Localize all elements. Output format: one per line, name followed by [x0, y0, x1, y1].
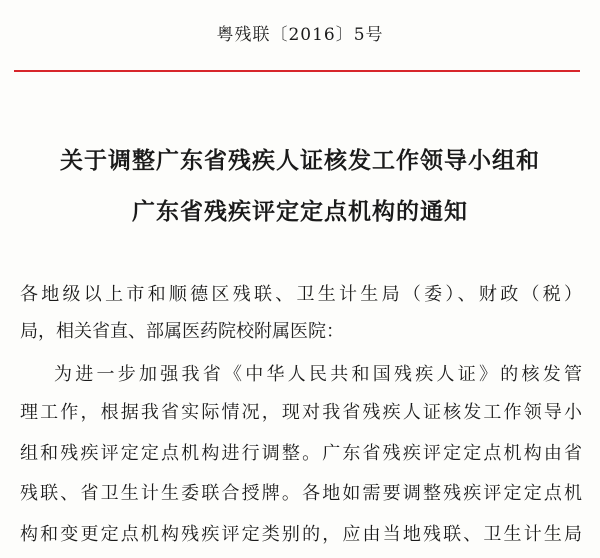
body-line-3: 为进一步加强我省《中华人民共和国残疾人证》的核发管	[54, 364, 582, 385]
document-number: 粤残联〔2016〕5号	[216, 25, 384, 45]
body-line-6: 残联、省卫生计生委联合授牌。各地如需要调整残疾评定定点机	[20, 483, 582, 504]
body-line-5: 组和残疾评定定点机构进行调整。广东省残疾评定定点机构由省	[20, 443, 582, 464]
body-line-7: 构和变更定点机构残疾评定类别的，应由当地残联、卫生计生局	[20, 524, 582, 545]
body-line-1: 各地级以上市和顺德区残联、卫生计生局（委）、财政（税）	[20, 284, 582, 305]
notice-title-line-2: 广东省残疾评定定点机构的通知	[132, 199, 468, 225]
notice-title-line-1: 关于调整广东省残疾人证核发工作领导小组和	[60, 148, 540, 174]
body-line-2: 局，相关省直、部属医药院校附属医院：	[20, 321, 344, 342]
red-header-rule	[14, 70, 580, 72]
body-line-4: 理工作，根据我省实际情况，现对我省残疾人证核发工作领导小	[20, 402, 582, 423]
